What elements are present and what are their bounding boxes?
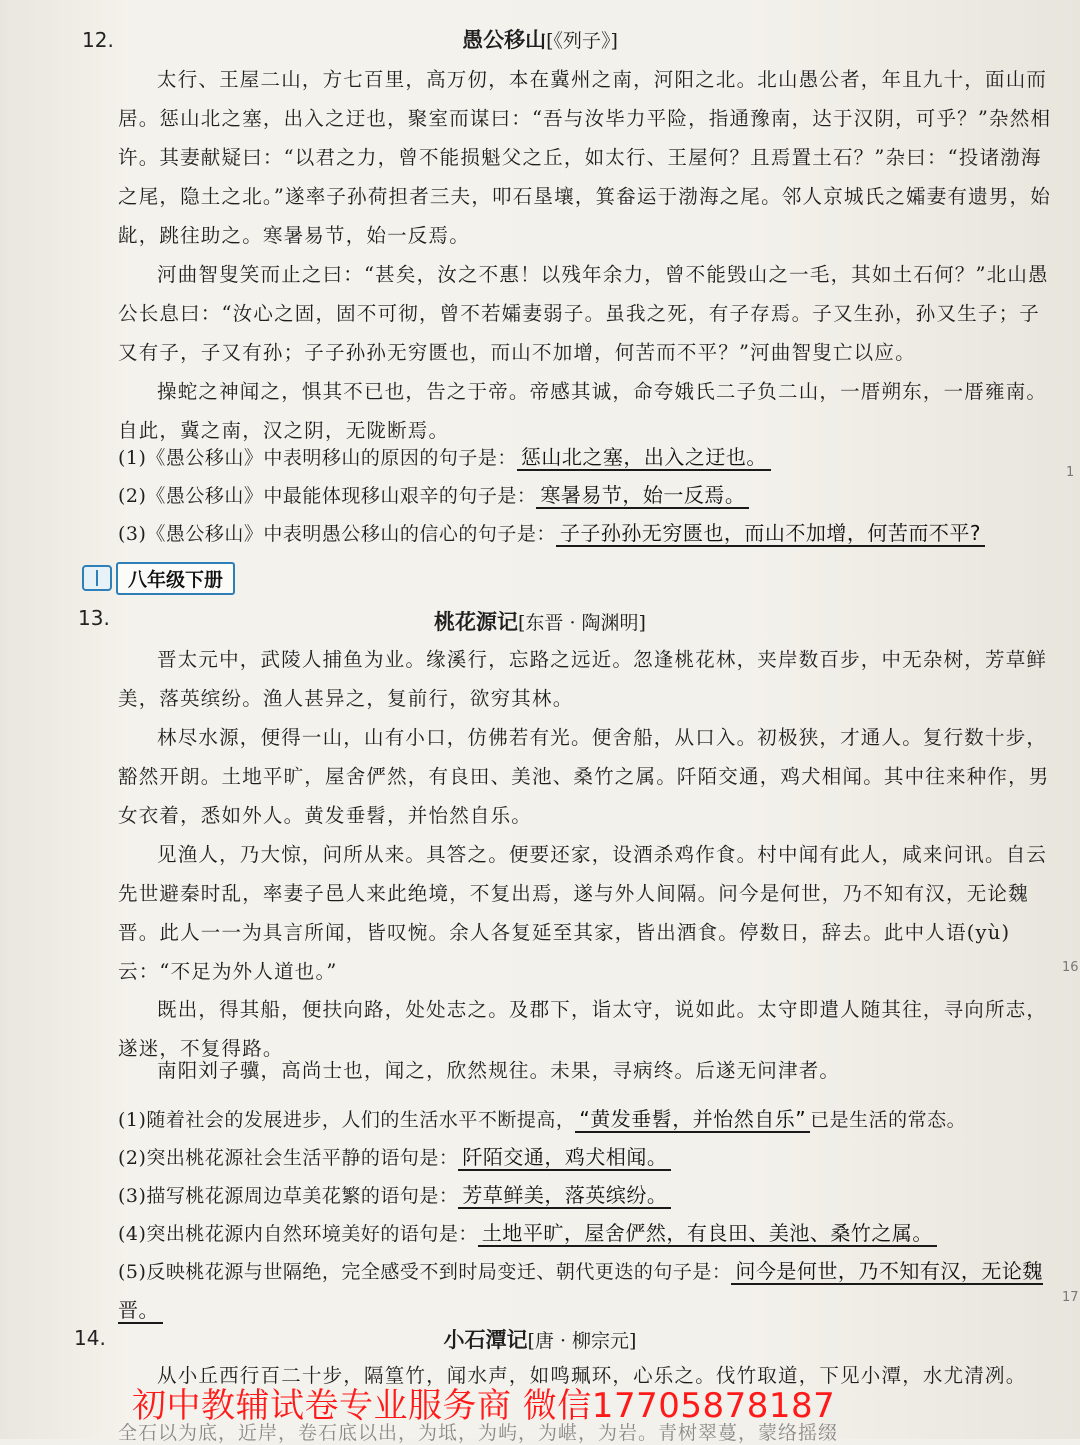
title-source: [《列子》] — [546, 30, 618, 52]
margin-number-1: 1 — [1066, 465, 1075, 480]
q12-paragraph-2: 河曲智叟笑而止之曰：“甚矣，汝之不惠！以残年余力，曾不能毁山之一毛，其如土石何？”北山愚公长息曰：“汝心之固，固不可彻，曾不若孀妻弱子。虽我之死，有子存焉。子又生孙，孙又生子；子又有子，子又有孙；子子孙孙无穷匮也，而山不加增，何苦而不平？”河曲智叟亡以应。 — [118, 263, 1049, 364]
margin-number-16: 16 — [1062, 960, 1079, 975]
question-text: (2)突出桃花源社会生活平静的语句是： — [118, 1147, 459, 1169]
q13-paragraph-1: 晋太元中，武陵人捕鱼为业。缘溪行，忘路之远近。忽逢桃花林，夹岸数百步，中无杂树，芳草鲜美，落英缤纷。渔人甚异之，复前行，欲穷其林。 — [118, 648, 1048, 710]
question-text: (4)突出桃花源内自然环境美好的语句是： — [118, 1223, 478, 1245]
question-tail: 已是生活的常态。 — [810, 1109, 967, 1131]
title-text: 愚公移山 — [462, 27, 547, 52]
question-text: (5)反映桃花源与世隔绝，完全感受不到时局变迁、朝代更迭的句子是： — [118, 1261, 732, 1283]
margin-number-17: 17 — [1062, 1290, 1079, 1305]
question-text: (3)《愚公移山》中表明愚公移山的信心的句子是： — [118, 523, 556, 545]
question-text: (1)随着社会的发展进步，人们的生活水平不断提高， — [118, 1109, 576, 1131]
answer-text: 问今是何世，乃不知有汉，无论魏晋。 — [118, 1259, 1043, 1322]
q13-question-1 — [118, 1100, 1058, 1139]
question-text: (2)《愚公移山》中最能体现移山艰辛的句子是： — [118, 485, 537, 507]
q13-paragraph-5: 南阳刘子骥，高尚士也，闻之，欣然规往。未果，寻病终。后遂无问津者。 — [157, 1059, 841, 1082]
title-source: [唐 · 柳宗元] — [527, 1330, 637, 1352]
q14-paragraph-1: 从小丘西行百二十步，隔篁竹，闻水声，如鸣珮环，心乐之。伐竹取道，下见小潭，水尤清冽。 — [157, 1364, 1027, 1387]
answer-text: 寒暑易节，始一反焉。 — [536, 483, 749, 509]
title-text: 桃花源记 — [434, 609, 519, 634]
section-label: 八年级下册 — [116, 562, 235, 595]
q13-question-4 — [118, 1214, 1058, 1253]
title-taohuayuan — [0, 606, 1080, 636]
q13-paragraph-2: 林尽水源，便得一山，山有小口，仿佛若有光。便舍船，从口入。初极狭，才通人。复行数十步，豁然开朗。土地平旷，屋舍俨然，有良田、美池、桑竹之属。阡陌交通，鸡犬相闻。其中往来种作，男女衣着，悉如外人。黄发垂髫，并怡然自乐。 — [118, 726, 1050, 827]
title-source: [东晋 · 陶渊明] — [518, 612, 646, 634]
question-number-12: 12. — [82, 28, 114, 52]
q13-question-5 — [118, 1252, 1048, 1330]
title-yugong — [0, 24, 1080, 54]
title-xiaoshitan — [0, 1324, 1080, 1354]
q12-question-2 — [118, 476, 1058, 515]
q13-question-3 — [118, 1176, 1058, 1215]
q12-question-3 — [118, 514, 1058, 553]
q12-question-1 — [118, 438, 1058, 477]
q13-paragraph-4: 既出，得其船，便扶向路，处处志之。及郡下，诣太守，说如此。太守即遣人随其往，寻向所志，遂迷，不复得路。 — [118, 998, 1048, 1060]
question-text: (1)《愚公移山》中表明移山的原因的句子是： — [118, 447, 517, 469]
q13-paragraph-3: 见渔人，乃大惊，问所从来。具答之。便要还家，设酒杀鸡作食。村中闻有此人，咸来问讯。自云先世避秦时乱，率妻子邑人来此绝境，不复出焉，遂与外人间隔。问今是何世，乃不知有汉，无论魏晋。此人一一为具言所闻，皆叹惋。余人各复延至其家，皆出酒食。停数日，辞去。此中人语(yù)云：“不足为外人道也。” — [118, 843, 1048, 983]
answer-text: 惩山北之塞，出入之迂也。 — [517, 445, 771, 471]
q12-paragraph-3: 操蛇之神闻之，惧其不已也，告之于帝。帝感其诚，命夸娥氏二子负二山，一厝朔东，一厝雍南。自此，冀之南，汉之阴，无陇断焉。 — [118, 380, 1048, 442]
section-tag — [82, 563, 235, 593]
q13-question-2 — [118, 1138, 1058, 1177]
answer-text: 芳草鲜美，落英缤纷。 — [458, 1183, 671, 1209]
q14-partial-line: 全石以为底，近岸，卷石底以出，为坻，为屿，为嵁，为岩。青树翠蔓，蒙络摇缀 — [118, 1422, 839, 1444]
question-number-13: 13. — [78, 606, 110, 630]
contact-watermark: 初中教辅试卷专业服务商 微信17705878187 — [132, 1386, 836, 1426]
question-number-14: 14. — [74, 1326, 106, 1350]
answer-text: 子子孙孙无穷匮也，而山不加增，何苦而不平? — [556, 521, 985, 547]
answer-text: 土地平旷，屋舍俨然，有良田、美池、桑竹之属。 — [478, 1221, 937, 1247]
answer-text: 阡陌交通，鸡犬相闻。 — [458, 1145, 671, 1171]
q12-paragraph-1: 太行、王屋二山，方七百里，高万仞，本在冀州之南，河阳之北。北山愚公者，年且九十，面山而居。惩山北之塞，出入之迂也，聚室而谋曰：“吾与汝毕力平险，指通豫南，达于汉阴，可乎？”杂然相许。其妻献疑曰：“以君之力，曾不能损魁父之丘，如太行、王屋何？且焉置土石？”杂曰：“投诸渤海之尾，隐土之北。”遂率子孙荷担者三夫，叩石垦壤，箕畚运于渤海之尾。邻人京城氏之孀妻有遗男，始龀，跳往助之。寒暑易节，始一反焉。 — [118, 68, 1052, 247]
answer-text: “黄发垂髫，并怡然自乐” — [575, 1107, 810, 1133]
question-text: (3)描写桃花源周边草美花繁的语句是： — [118, 1185, 459, 1207]
book-icon — [82, 565, 112, 591]
title-text: 小石潭记 — [443, 1327, 528, 1352]
